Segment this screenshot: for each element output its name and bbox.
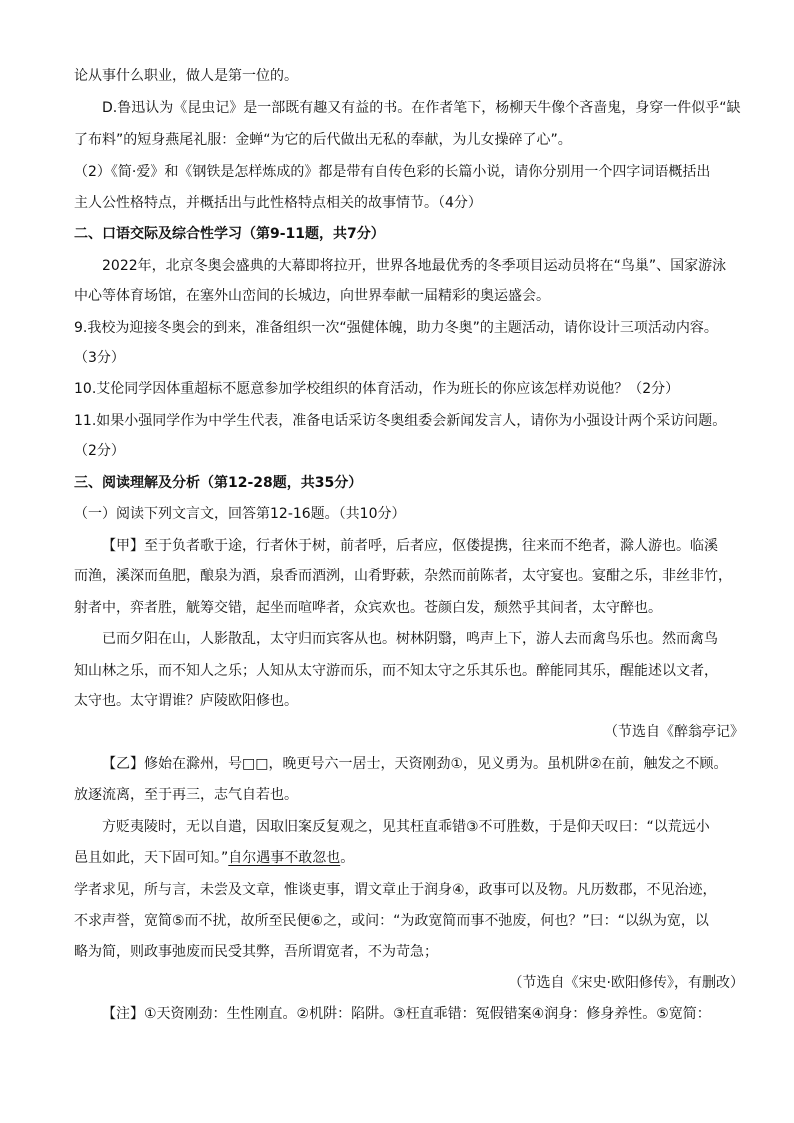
source-note: （节选自《醉翁亭记》 [604, 724, 744, 740]
passage-yi-line: 方贬夷陵时，无以自遣，因取旧案反复观之，见其枉直乖错③不可胜数，于是仰天叹曰：“以荒远小 [102, 819, 710, 835]
question-line: 主人公性格特点，并概括出与此性格特点相关的故事情节。（4分） [74, 195, 482, 211]
passage-yi-line: 【乙】修始在滁州，号□□，晚更号六一居士，天资刚劲①，见义勇为。虽机阱②在前，触发之不顾。 [102, 756, 728, 772]
question-11-score: （2分） [74, 443, 125, 459]
question-11: 11.如果小强同学作为中学生代表，准备电话采访冬奥组委会新闻发言人，请你为小强设计两个采访问题。 [74, 413, 727, 429]
annotation-line: 【注】①天资刚劲：生性刚直。②机阱：陷阱。③枉直乖错：冤假错案④润身：修身养性。⑤宽简： [102, 1006, 711, 1022]
option-d-line: D.鲁迅认为《昆虫记》是一部既有趣又有益的书。在作者笔下，杨柳天牛像个吝啬鬼，身穿一件似乎“缺 [102, 100, 741, 116]
question-9: 9.我校为迎接冬奥会的到来，准备组织一次“强健体魄，助力冬奥”的主题活动，请你设计三项活动内容。 [74, 320, 718, 336]
passage-yi-line: 放逐流离，至于再三，志气自若也。 [74, 787, 298, 803]
section-heading: 三、阅读理解及分析（第12-28题，共35分） [74, 475, 363, 491]
section-heading: 二、口语交际及综合性学习（第9-11题，共7分） [74, 226, 385, 242]
passage-yi-line: 学者求见，所与言，未尝及文章，惟谈吏事，谓文章止于润身④，政事可以及物。凡历数郡，不见治迹， [74, 882, 717, 898]
passage-jia-line: 【甲】至于负者歌于途，行者休于树，前者呼，后者应，伛偻提携，往来而不绝者，滁人游也。临溪 [102, 538, 718, 554]
passage-jia-line: 太守也。太守谓谁？庐陵欧阳修也。 [74, 693, 298, 709]
question-10: 10.艾伦同学因体重超标不愿意参加学校组织的体育活动，作为班长的你应该怎样劝说他？（2分） [74, 381, 680, 397]
passage-yi-text: 邑且如此，天下固可知。” [74, 850, 229, 866]
question-line: （2）《简·爱》和《钢铁是怎样炼成的》都是带有自传色彩的长篇小说，请你分别用一个四字词语概括出 [74, 164, 711, 180]
passage-yi-line [74, 848, 354, 868]
paragraph-line: 2022年，北京冬奥会盛典的大幕即将拉开，世界各地最优秀的冬季项目运动员将在“鸟巢”、国家游泳 [102, 258, 727, 274]
passage-yi-line: 不求声誉，宽简⑤而不扰，故所至民便⑥之，或问：“为政宽简而事不弛废，何也？”曰：“以纵为宽，以 [74, 913, 709, 929]
question-9-score: （3分） [74, 350, 125, 366]
passage-jia-line: 知山林之乐，而不知人之乐；人知从太守游而乐，而不知太守之乐其乐也。醉能同其乐，醒能述以文者， [74, 663, 718, 679]
text-line: 了布料”的短身燕尾礼服：金蝉“为它的后代做出无私的奉献，为儿女操碎了心”。 [74, 132, 572, 148]
paragraph-line: 中心等体育场馆，在塞外山峦间的长城边，向世界奉献一届精彩的奥运盛会。 [74, 288, 550, 304]
underlined-sentence: 自尔遇事不敢忽也 [228, 850, 341, 866]
passage-jia-line: 射者中，弈者胜，觥筹交错，起坐而喧哗者，众宾欢也。苍颜白发，颓然乎其间者，太守醉也。 [74, 600, 662, 616]
period: 。 [340, 850, 355, 866]
passage-yi-line: 略为简，则政事弛废而民受其弊，吾所谓宽者，不为苛急； [74, 944, 438, 960]
source-note: （节选自《宋史·欧阳修传》，有删改） [508, 975, 744, 991]
subsection-heading: （一）阅读下列文言文，回答第12-16题。（共10分） [74, 506, 406, 522]
passage-jia-line: 已而夕阳在山，人影散乱，太守归而宾客从也。树林阴翳，鸣声上下，游人去而禽鸟乐也。然而禽鸟 [102, 631, 718, 647]
passage-jia-line: 而渔，溪深而鱼肥，酿泉为酒，泉香而酒洌，山肴野蔌，杂然而前陈者，太守宴也。宴酣之乐，非丝非竹， [74, 568, 732, 584]
text-line: 论从事什么职业，做人是第一位的。 [74, 68, 298, 84]
